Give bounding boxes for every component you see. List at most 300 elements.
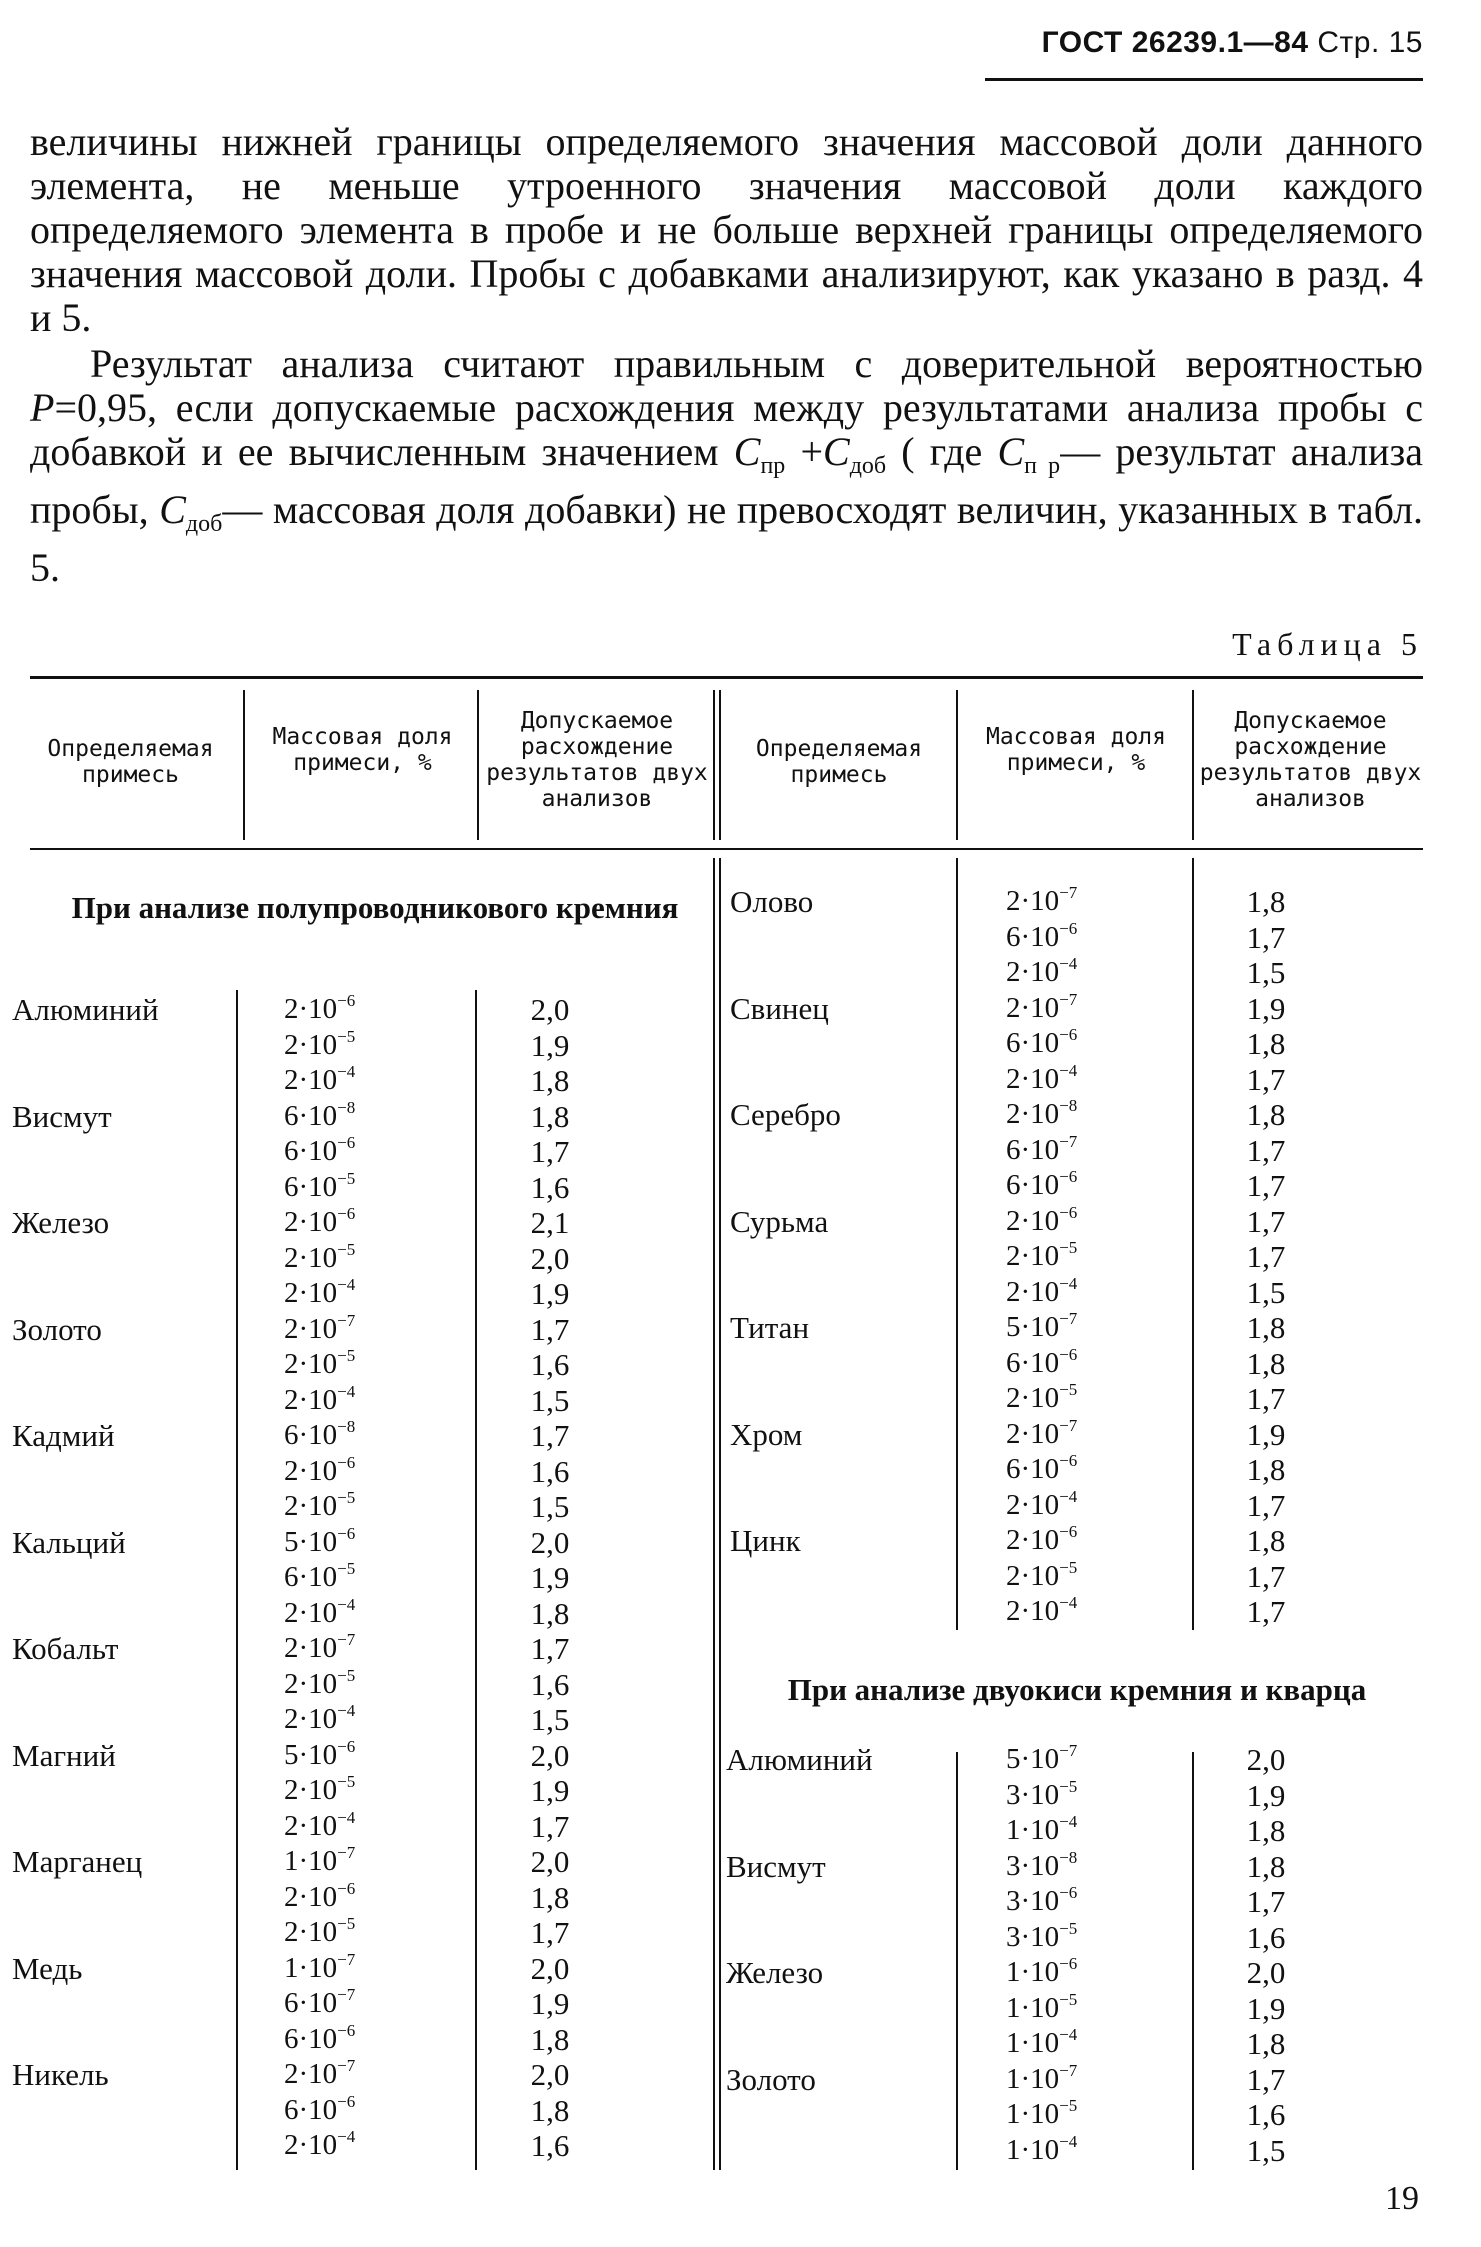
left-diff-value: 1,6: [530, 1347, 570, 1382]
mass-base: 1·10: [1006, 1956, 1060, 1988]
body-divider: [1192, 858, 1194, 1630]
header-divider: [1192, 690, 1194, 840]
page-number: 19: [1385, 2180, 1419, 2217]
mass-base: 6·10: [284, 2093, 338, 2126]
mass-base: 2·10: [284, 1383, 338, 1416]
left-mass-value: [284, 1063, 355, 1099]
mass-base: 2·10: [284, 1490, 338, 1522]
right-mass-value: [1006, 1417, 1077, 1453]
mass-base: 6·10: [1006, 1453, 1060, 1485]
left-mass-value: [284, 1276, 355, 1312]
left-diff-value: 2,0: [530, 1737, 570, 1773]
mass-exponent: −6: [1059, 1344, 1078, 1364]
mass-exponent: −4: [1059, 2131, 1078, 2151]
right-mass-value: [1006, 1346, 1077, 1382]
mass-exponent: −7: [1059, 1131, 1078, 1151]
mass-base: 2·10: [1006, 1275, 1060, 1308]
right-mass-value: [1006, 1594, 1077, 1630]
mass-exponent: −8: [1059, 1847, 1078, 1867]
mass-exponent: −7: [337, 2056, 356, 2075]
mass-base: 2·10: [1006, 1062, 1060, 1095]
right-mass-value: [1006, 1204, 1077, 1240]
mass-exponent: −7: [337, 1985, 356, 2004]
mass-exponent: −4: [1059, 1273, 1078, 1293]
right-mass-value: [1006, 1026, 1077, 1062]
mass-exponent: −4: [1059, 1812, 1078, 1831]
mass-exponent: −4: [337, 1807, 356, 1827]
mass-base: 1·10: [1006, 2062, 1060, 2095]
left-diff-value: 1,6: [530, 1666, 570, 1702]
mass-exponent: −4: [1059, 954, 1078, 973]
quartz-mass-value: [1006, 2062, 1077, 2098]
quartz-mass-value: [1006, 1849, 1077, 1885]
quartz-diff-value: 1,8: [1246, 2026, 1286, 2061]
quartz-element-name: Алюминий: [726, 1742, 873, 1777]
mass-exponent: −5: [337, 1772, 356, 1791]
quartz-diff-value: 1,7: [1246, 1884, 1286, 1919]
mass-exponent: −8: [337, 1097, 356, 1117]
mass-base: 2·10: [284, 1880, 338, 1913]
left-mass-value: [284, 1773, 355, 1809]
left-diff-value: 1,9: [530, 1773, 570, 1808]
mass-exponent: −4: [337, 2127, 356, 2146]
mass-base: 5·10: [1006, 1311, 1060, 1343]
mass-base: 6·10: [284, 1987, 338, 2019]
mass-exponent: −6: [1059, 1202, 1078, 1222]
mass-exponent: −7: [1059, 1415, 1078, 1435]
body-divider: [956, 1752, 958, 2170]
mass-exponent: −6: [1059, 1883, 1078, 1902]
mass-base: 6·10: [1006, 1133, 1060, 1166]
right-diff-value: 1,8: [1246, 1097, 1286, 1132]
quartz-mass-value: [1006, 2026, 1077, 2062]
body-divider: [236, 990, 238, 2170]
right-mass-value: [1006, 1133, 1077, 1169]
mass-exponent: −6: [1059, 918, 1078, 938]
mass-base: 2·10: [1006, 1417, 1060, 1450]
right-diff-value: 1,7: [1246, 1487, 1286, 1523]
table-header-rule: [30, 848, 1423, 850]
left-diff-value: 1,6: [530, 1169, 570, 1205]
quartz-diff-value: 2,0: [1246, 1742, 1286, 1777]
mass-base: 2·10: [1006, 885, 1060, 917]
right-mass-value: [1006, 920, 1077, 956]
right-element-name: Цинк: [730, 1523, 801, 1558]
mass-exponent: −7: [1059, 989, 1078, 1009]
left-mass-value: [284, 1134, 355, 1170]
right-diff-value: 1,7: [1246, 1168, 1286, 1203]
left-mass-value: [284, 2022, 355, 2058]
mass-exponent: −6: [337, 1878, 356, 1898]
right-diff-value: 1,8: [1246, 1345, 1286, 1381]
left-element-name: Алюминий: [12, 992, 159, 1027]
left-diff-value: 1,9: [530, 1986, 570, 2021]
mass-exponent: −6: [1059, 1167, 1078, 1186]
right-element-name: Хром: [730, 1416, 803, 1452]
right-diff-value: 1,9: [1246, 1416, 1286, 1452]
left-mass-value: [284, 1738, 355, 1774]
mass-base: 6·10: [284, 1419, 338, 1451]
quartz-mass-value: [1006, 2133, 1077, 2169]
mass-exponent: −5: [337, 1346, 356, 1365]
right-diff-value: 1,8: [1246, 884, 1286, 919]
header-impurity-right: Определяемая примесь: [755, 736, 923, 788]
mass-base: 2·10: [284, 1454, 338, 1487]
mass-exponent: −5: [1059, 1557, 1078, 1577]
mass-base: 3·10: [1006, 1885, 1060, 1917]
left-element-name: Железо: [12, 1205, 110, 1240]
p2-sub-pr2: п р: [1024, 453, 1061, 479]
mass-exponent: −5: [1059, 1776, 1078, 1796]
quartz-diff-value: 1,6: [1246, 1919, 1286, 1955]
quartz-element-name: Железо: [726, 1955, 824, 1990]
left-diff-value: 1,9: [530, 1276, 570, 1311]
quartz-mass-value: [1006, 2097, 1077, 2133]
left-element-name: Медь: [12, 1950, 83, 1986]
right-mass-value: [1006, 1275, 1077, 1311]
left-mass-value: [284, 1347, 355, 1383]
right-diff-value: 1,7: [1246, 919, 1286, 955]
right-diff-value: 1,8: [1246, 1452, 1286, 1487]
group-title-quartz: При анализе двуокиси кремния и кварца: [787, 1672, 1367, 1707]
mass-exponent: −6: [337, 1523, 356, 1543]
right-diff-value: 1,9: [1246, 990, 1286, 1026]
mass-base: 2·10: [284, 1312, 338, 1345]
mass-exponent: −4: [337, 1594, 356, 1614]
mass-exponent: −4: [337, 1275, 356, 1294]
gost-number: ГОСТ 26239.1—84: [1041, 26, 1309, 59]
mass-base: 6·10: [284, 1561, 338, 1593]
table-top-rule: [30, 676, 1423, 679]
mass-exponent: −7: [1059, 1741, 1078, 1760]
left-mass-value: [284, 1383, 355, 1419]
header-rule: [985, 78, 1423, 81]
mass-base: 2·10: [1006, 1240, 1060, 1272]
header-divider: [477, 690, 479, 840]
mass-exponent: −6: [337, 1452, 356, 1472]
left-diff-value: 1,9: [530, 1560, 570, 1595]
left-element-name: Кадмий: [12, 1418, 115, 1453]
mass-base: 2·10: [284, 1277, 338, 1309]
left-diff-value: 1,5: [530, 1382, 570, 1418]
mass-exponent: −6: [1059, 1025, 1078, 1044]
paragraph-1: величины нижней границы определяемого значения массовой доли данного элемента, не меньше утроенного значения массовой доли каждого определяемого элемента в пробе и не больше верхней границы определяемого значения массовой доли. Пробы с добавками анализируют, как указано в разд. 4 и 5.: [30, 119, 1423, 340]
right-diff-value: 1,8: [1246, 1523, 1286, 1558]
p2-text-3: ( где: [886, 429, 998, 474]
left-element-name: Марганец: [12, 1844, 143, 1879]
p2-sub-dob2: доб: [185, 511, 223, 537]
left-element-name: Кальций: [12, 1524, 126, 1560]
right-mass-value: [1006, 1168, 1077, 1204]
left-diff-value: 1,6: [530, 2128, 570, 2163]
left-mass-value: [284, 1915, 355, 1951]
left-mass-value: [284, 1454, 355, 1490]
mass-base: 2·10: [284, 1348, 338, 1380]
right-mass-value: [1006, 884, 1077, 920]
mass-exponent: −5: [1059, 1918, 1078, 1938]
mass-base: 2·10: [284, 1206, 338, 1238]
left-mass-value: [284, 1596, 355, 1632]
mass-base: 2·10: [284, 1916, 338, 1948]
p2-sub-dob: доб: [849, 453, 887, 479]
mass-exponent: −7: [1059, 1309, 1078, 1328]
header-mass-left: Массовая доля примеси, %: [272, 724, 453, 776]
mass-exponent: −6: [337, 2091, 356, 2111]
quartz-mass-value: [1006, 1955, 1077, 1991]
page-header: [1042, 26, 1423, 60]
mass-exponent: −5: [1059, 1380, 1078, 1399]
right-diff-value: 1,5: [1246, 1274, 1286, 1310]
p2-var-p: P: [30, 385, 55, 430]
mass-base: 5·10: [284, 1738, 338, 1771]
quartz-diff-value: 1,8: [1246, 1813, 1286, 1848]
body-divider: [956, 858, 958, 1630]
mass-exponent: −7: [337, 1843, 356, 1862]
quartz-diff-value: 1,7: [1246, 2061, 1286, 2097]
mass-base: 2·10: [284, 1596, 338, 1629]
quartz-mass-value: [1006, 1742, 1077, 1778]
right-mass-value: [1006, 991, 1077, 1027]
mass-base: 6·10: [284, 2022, 338, 2055]
right-diff-value: 1,7: [1246, 1594, 1286, 1629]
mass-exponent: −4: [337, 1381, 356, 1401]
mass-exponent: −8: [1059, 1096, 1078, 1115]
right-diff-value: 1,7: [1246, 1132, 1286, 1168]
mass-base: 1·10: [284, 1951, 338, 1984]
left-mass-value: [284, 1667, 355, 1703]
right-mass-value: [1006, 1062, 1077, 1098]
right-diff-value: 1,7: [1246, 1239, 1286, 1274]
left-diff-value: 1,8: [530, 2092, 570, 2128]
mass-base: 2·10: [284, 1809, 338, 1842]
left-element-name: Никель: [12, 2057, 109, 2092]
mass-base: 2·10: [1006, 956, 1060, 988]
group-title-silicon: При анализе полупроводникового кремния: [71, 890, 679, 925]
left-diff-value: 2,0: [530, 1524, 570, 1560]
mass-base: 6·10: [1006, 1169, 1060, 1201]
mass-exponent: −5: [337, 1026, 356, 1046]
mass-base: 6·10: [284, 1170, 338, 1203]
mass-base: 2·10: [284, 1667, 338, 1700]
mass-base: 2·10: [284, 2129, 338, 2161]
right-element-name: Олово: [730, 884, 814, 919]
quartz-diff-value: 1,9: [1246, 1990, 1286, 2026]
right-diff-value: 1,7: [1246, 1061, 1286, 1097]
left-diff-value: 1,6: [530, 1453, 570, 1489]
mass-base: 2·10: [1006, 1488, 1060, 1521]
mass-exponent: −4: [337, 1062, 356, 1081]
mass-exponent: −4: [1059, 2025, 1078, 2044]
mass-exponent: −4: [1059, 1486, 1078, 1506]
quartz-element-name: Золото: [726, 2061, 816, 2097]
mass-base: 2·10: [1006, 1098, 1060, 1130]
p2-text-4: — результат анализа пробы,: [30, 429, 1424, 532]
left-mass-value: [284, 1809, 355, 1845]
left-diff-value: 1,7: [530, 1915, 570, 1950]
right-diff-value: 1,8: [1246, 1026, 1286, 1061]
left-mass-value: [284, 1205, 355, 1241]
left-mass-value: [284, 1951, 355, 1987]
left-mass-value: [284, 1099, 355, 1135]
mass-base: 6·10: [284, 1099, 338, 1132]
left-mass-value: [284, 1986, 355, 2022]
left-mass-value: [284, 1880, 355, 1916]
quartz-diff-value: 1,8: [1246, 1848, 1286, 1884]
mass-base: 3·10: [1006, 1849, 1060, 1882]
quartz-diff-value: 1,6: [1246, 2097, 1286, 2132]
right-element-name: Свинец: [730, 990, 829, 1026]
left-diff-value: 1,7: [530, 1418, 570, 1453]
right-mass-value: [1006, 1452, 1077, 1488]
mass-exponent: −5: [337, 1559, 356, 1578]
left-mass-value: [284, 1844, 355, 1880]
quartz-mass-value: [1006, 1991, 1077, 2027]
p2-var-c4: C: [159, 487, 186, 532]
mass-base: 3·10: [1006, 1778, 1060, 1811]
mass-exponent: −6: [337, 2020, 356, 2040]
quartz-mass-value: [1006, 1778, 1077, 1814]
left-diff-value: 1,5: [530, 1489, 570, 1524]
header-diff-right: Допускаемое расхождение результатов двух анализов: [1199, 708, 1422, 812]
mass-base: 3·10: [1006, 1920, 1060, 1953]
header-divider: [713, 690, 715, 840]
mass-base: 2·10: [1006, 991, 1060, 1024]
mass-exponent: −7: [337, 1949, 356, 1969]
mass-base: 2·10: [1006, 1559, 1060, 1592]
mass-exponent: −6: [337, 1736, 356, 1756]
left-mass-value: [284, 2128, 355, 2164]
mass-base: 2·10: [1006, 1524, 1060, 1556]
right-diff-value: 1,8: [1246, 1310, 1286, 1345]
right-diff-value: 1,7: [1246, 1381, 1286, 1416]
mass-base: 2·10: [284, 1774, 338, 1806]
p2-text-1: Результат анализа считают правильным с доверительной вероятностью: [90, 341, 1423, 386]
left-mass-value: [284, 1560, 355, 1596]
p2-var-c3: C: [997, 429, 1025, 474]
left-mass-value: [284, 1241, 355, 1277]
left-diff-value: 1,7: [530, 1808, 570, 1844]
left-diff-value: 1,8: [530, 2021, 570, 2057]
right-diff-value: 1,7: [1246, 1558, 1286, 1594]
body-divider: [719, 858, 721, 2170]
mass-base: 2·10: [1006, 1204, 1060, 1237]
left-diff-value: 2,1: [530, 1205, 570, 1240]
left-element-name: Кобальт: [12, 1631, 119, 1666]
p2-sub-pr: пр: [760, 453, 786, 479]
left-mass-value: [284, 1312, 355, 1348]
left-diff-value: 1,7: [530, 1311, 570, 1347]
page-label: Стр. 15: [1317, 26, 1423, 59]
quartz-diff-value: 1,5: [1246, 2132, 1286, 2168]
mass-base: 1·10: [284, 1845, 338, 1877]
left-diff-value: 2,0: [530, 1844, 570, 1879]
paragraph-2: [30, 342, 1423, 590]
right-mass-value: [1006, 1559, 1077, 1595]
left-mass-value: [284, 1702, 355, 1738]
p2-text-2: =0,95, если допускаемые расхождения между результатами анализа пробы с добавкой и ее вычисленным значением: [30, 385, 1423, 474]
right-mass-value: [1006, 1488, 1077, 1524]
mass-exponent: −4: [1059, 1060, 1078, 1080]
left-mass-value: [284, 1418, 355, 1454]
mass-exponent: −6: [337, 991, 356, 1010]
right-mass-value: [1006, 1523, 1077, 1559]
left-element-name: Магний: [12, 1737, 116, 1773]
mass-exponent: −5: [337, 1239, 356, 1259]
right-mass-value: [1006, 1310, 1077, 1346]
mass-base: 6·10: [1006, 920, 1060, 953]
mass-exponent: −5: [1059, 1989, 1078, 2009]
left-diff-value: 2,0: [530, 992, 570, 1027]
header-impurity-left: Определяемая примесь: [47, 736, 214, 788]
left-diff-value: 1,8: [530, 1098, 570, 1134]
mass-base: 1·10: [1006, 2027, 1060, 2059]
quartz-diff-value: 1,9: [1246, 1777, 1286, 1813]
left-diff-value: 1,7: [530, 1134, 570, 1169]
mass-base: 1·10: [1006, 2133, 1060, 2166]
p2-var-c2: C: [823, 429, 850, 474]
mass-exponent: −6: [337, 1133, 356, 1152]
quartz-element-name: Висмут: [726, 1848, 826, 1884]
mass-base: 6·10: [1006, 1346, 1060, 1379]
left-mass-value: [284, 1028, 355, 1064]
mass-base: 5·10: [284, 1525, 338, 1558]
mass-exponent: −6: [337, 1204, 356, 1223]
body-divider: [713, 858, 715, 2170]
left-diff-value: 2,0: [530, 1950, 570, 1986]
left-diff-value: 1,8: [530, 1879, 570, 1915]
mass-exponent: −5: [337, 1488, 356, 1507]
mass-base: 2·10: [284, 1703, 338, 1735]
right-diff-value: 1,5: [1246, 955, 1286, 990]
right-mass-value: [1006, 1239, 1077, 1275]
mass-base: 6·10: [284, 1135, 338, 1167]
quartz-diff-value: 2,0: [1246, 1955, 1286, 1990]
header-divider: [243, 690, 245, 840]
quartz-mass-value: [1006, 1920, 1077, 1956]
left-diff-value: 2,0: [530, 1240, 570, 1276]
mass-base: 2·10: [284, 1028, 338, 1061]
right-mass-value: [1006, 955, 1077, 991]
quartz-mass-value: [1006, 1884, 1077, 1920]
header-mass-right: Массовая доля примеси, %: [985, 724, 1166, 776]
mass-exponent: −5: [337, 1914, 356, 1933]
mass-exponent: −7: [337, 1310, 356, 1330]
mass-exponent: −6: [1059, 1954, 1078, 1973]
mass-exponent: −4: [337, 1701, 356, 1720]
mass-base: 6·10: [1006, 1027, 1060, 1059]
left-diff-value: 1,8: [530, 1063, 570, 1098]
mass-exponent: −6: [1059, 1522, 1078, 1541]
mass-exponent: −5: [1059, 1238, 1078, 1257]
left-mass-value: [284, 1170, 355, 1206]
left-mass-value: [284, 2057, 355, 2093]
mass-exponent: −8: [337, 1417, 356, 1436]
body-divider: [475, 990, 477, 2170]
body-divider: [1192, 1752, 1194, 2170]
mass-base: 2·10: [1006, 1595, 1060, 1627]
right-element-name: Серебро: [730, 1097, 841, 1132]
mass-exponent: −4: [1059, 1593, 1078, 1612]
left-mass-value: [284, 992, 355, 1028]
mass-base: 2·10: [284, 1241, 338, 1274]
mass-exponent: −5: [1059, 2096, 1078, 2115]
mass-base: 1·10: [1006, 1814, 1060, 1846]
right-mass-value: [1006, 1097, 1077, 1133]
mass-exponent: −5: [337, 1665, 356, 1685]
p2-plus: +: [785, 429, 824, 474]
left-diff-value: 2,0: [530, 2057, 570, 2092]
left-element-name: Висмут: [12, 1098, 112, 1134]
